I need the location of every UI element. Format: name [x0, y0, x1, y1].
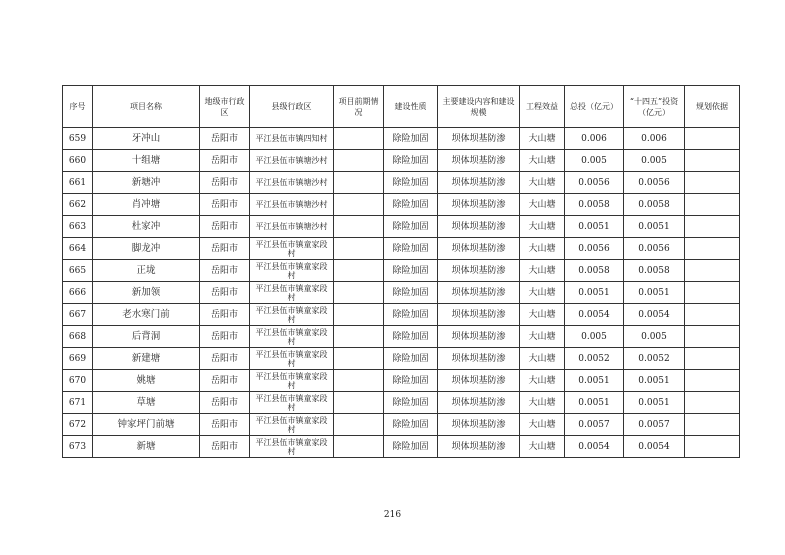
benefit-cell: 大山塘 — [520, 194, 565, 216]
prefecture-cell: 岳阳市 — [200, 370, 250, 392]
preliminary-status-cell — [334, 282, 384, 304]
seq-cell: 662 — [63, 194, 93, 216]
table-row — [63, 414, 740, 436]
benefit-cell: 大山塘 — [520, 348, 565, 370]
planning-basis-cell — [685, 128, 740, 150]
table-body — [63, 128, 740, 458]
planning-basis-cell — [685, 216, 740, 238]
construction-type-cell: 除险加固 — [384, 370, 438, 392]
county-cell: 平江县伍市镇童家段村 — [250, 260, 334, 282]
fyp-investment-cell: 0.005 — [624, 326, 685, 348]
total-investment-cell: 0.0058 — [565, 194, 624, 216]
benefit-cell: 大山塘 — [520, 436, 565, 458]
benefit-cell: 大山塘 — [520, 282, 565, 304]
benefit-cell: 大山塘 — [520, 260, 565, 282]
planning-basis-cell — [685, 326, 740, 348]
main-content-cell: 坝体坝基防渗 — [438, 392, 520, 414]
preliminary-status-cell — [334, 414, 384, 436]
preliminary-status-header: 项目前期情况 — [334, 86, 384, 128]
fyp-investment-cell: 0.0051 — [624, 216, 685, 238]
preliminary-status-cell — [334, 370, 384, 392]
construction-type-cell: 除险加固 — [384, 348, 438, 370]
fyp-investment-cell: 0.0051 — [624, 392, 685, 414]
prefecture-cell: 岳阳市 — [200, 128, 250, 150]
main-content-cell: 坝体坝基防渗 — [438, 282, 520, 304]
main-content-header: 主要建设内容和建设规模 — [438, 86, 520, 128]
preliminary-status-cell — [334, 172, 384, 194]
planning-basis-cell — [685, 172, 740, 194]
benefit-cell: 大山塘 — [520, 370, 565, 392]
total-investment-cell: 0.0051 — [565, 370, 624, 392]
construction-type-cell: 除险加固 — [384, 282, 438, 304]
main-content-cell: 坝体坝基防渗 — [438, 436, 520, 458]
construction-type-cell: 除险加固 — [384, 238, 438, 260]
planning-basis-cell — [685, 282, 740, 304]
fyp-investment-cell: 0.0054 — [624, 304, 685, 326]
fyp-investment-cell: 0.0058 — [624, 260, 685, 282]
main-content-cell: 坝体坝基防渗 — [438, 348, 520, 370]
total-investment-cell: 0.005 — [565, 150, 624, 172]
project-name-cell: 肖冲塘 — [93, 194, 200, 216]
project-name-cell: 牙冲山 — [93, 128, 200, 150]
fyp-investment-cell: 0.0054 — [624, 436, 685, 458]
seq-cell: 669 — [63, 348, 93, 370]
project-name-cell: 新塘 — [93, 436, 200, 458]
project-table — [62, 85, 740, 458]
county-cell: 平江县伍市镇童家段村 — [250, 304, 334, 326]
preliminary-status-cell — [334, 128, 384, 150]
county-cell: 平江县伍市镇童家段村 — [250, 348, 334, 370]
fyp-investment-cell: 0.0051 — [624, 370, 685, 392]
construction-type-cell: 除险加固 — [384, 304, 438, 326]
seq-cell: 671 — [63, 392, 93, 414]
county-cell: 平江县伍市镇塘沙村 — [250, 194, 334, 216]
total-investment-cell: 0.0057 — [565, 414, 624, 436]
benefit-cell: 大山塘 — [520, 326, 565, 348]
fyp-investment-cell: 0.006 — [624, 128, 685, 150]
prefecture-cell: 岳阳市 — [200, 282, 250, 304]
county-cell: 平江县伍市镇童家段村 — [250, 392, 334, 414]
project-name-cell: 姚塘 — [93, 370, 200, 392]
prefecture-cell: 岳阳市 — [200, 260, 250, 282]
benefit-cell: 大山塘 — [520, 128, 565, 150]
total-investment-cell: 0.0054 — [565, 436, 624, 458]
county-cell: 平江县伍市镇塘沙村 — [250, 216, 334, 238]
prefecture-cell: 岳阳市 — [200, 150, 250, 172]
planning-basis-cell — [685, 414, 740, 436]
project-name-cell: 杜家冲 — [93, 216, 200, 238]
project-name-cell: 草塘 — [93, 392, 200, 414]
prefecture-cell: 岳阳市 — [200, 414, 250, 436]
construction-type-cell: 除险加固 — [384, 326, 438, 348]
seq-cell: 663 — [63, 216, 93, 238]
total-investment-cell: 0.0056 — [565, 238, 624, 260]
prefecture-cell: 岳阳市 — [200, 436, 250, 458]
main-content-cell: 坝体坝基防渗 — [438, 172, 520, 194]
fyp-investment-header: “十四五”投资（亿元） — [624, 86, 685, 128]
preliminary-status-cell — [334, 238, 384, 260]
seq-cell: 660 — [63, 150, 93, 172]
project-name-cell: 钟家坪门前塘 — [93, 414, 200, 436]
benefit-cell: 大山塘 — [520, 216, 565, 238]
planning-basis-cell — [685, 304, 740, 326]
total-investment-cell: 0.0052 — [565, 348, 624, 370]
fyp-investment-cell: 0.0058 — [624, 194, 685, 216]
project-name-cell: 后背洞 — [93, 326, 200, 348]
county-cell: 平江县伍市镇塘沙村 — [250, 150, 334, 172]
seq-cell: 659 — [63, 128, 93, 150]
main-content-cell: 坝体坝基防渗 — [438, 260, 520, 282]
construction-type-cell: 除险加固 — [384, 260, 438, 282]
total-investment-cell: 0.0051 — [565, 282, 624, 304]
seq-cell: 672 — [63, 414, 93, 436]
total-investment-cell: 0.0051 — [565, 216, 624, 238]
construction-type-cell: 除险加固 — [384, 392, 438, 414]
planning-basis-cell — [685, 238, 740, 260]
prefecture-header: 地级市行政区 — [200, 86, 250, 128]
preliminary-status-cell — [334, 216, 384, 238]
prefecture-cell: 岳阳市 — [200, 216, 250, 238]
benefit-cell: 大山塘 — [520, 392, 565, 414]
table-row — [63, 150, 740, 172]
seq-cell: 668 — [63, 326, 93, 348]
total-investment-cell: 0.0054 — [565, 304, 624, 326]
table-row — [63, 436, 740, 458]
main-content-cell: 坝体坝基防渗 — [438, 304, 520, 326]
total-investment-header: 总投（亿元） — [565, 86, 624, 128]
table-row — [63, 260, 740, 282]
total-investment-cell: 0.0058 — [565, 260, 624, 282]
preliminary-status-cell — [334, 260, 384, 282]
preliminary-status-cell — [334, 304, 384, 326]
county-header: 县级行政区 — [250, 86, 334, 128]
project-name-cell: 十组塘 — [93, 150, 200, 172]
table-row — [63, 370, 740, 392]
planning-basis-cell — [685, 260, 740, 282]
county-cell: 平江县伍市镇童家段村 — [250, 414, 334, 436]
construction-type-cell: 除险加固 — [384, 128, 438, 150]
table-row — [63, 304, 740, 326]
planning-basis-cell — [685, 194, 740, 216]
benefit-cell: 大山塘 — [520, 414, 565, 436]
prefecture-cell: 岳阳市 — [200, 194, 250, 216]
seq-cell: 667 — [63, 304, 93, 326]
fyp-investment-cell: 0.0057 — [624, 414, 685, 436]
total-investment-cell: 0.006 — [565, 128, 624, 150]
benefit-cell: 大山塘 — [520, 172, 565, 194]
county-cell: 平江县伍市镇四知村 — [250, 128, 334, 150]
project-name-cell: 新加领 — [93, 282, 200, 304]
table-row — [63, 128, 740, 150]
project-name-cell: 正垅 — [93, 260, 200, 282]
seq-cell: 664 — [63, 238, 93, 260]
county-cell: 平江县伍市镇童家段村 — [250, 238, 334, 260]
fyp-investment-cell: 0.0051 — [624, 282, 685, 304]
fyp-investment-cell: 0.0056 — [624, 238, 685, 260]
table-row — [63, 348, 740, 370]
county-cell: 平江县伍市镇童家段村 — [250, 326, 334, 348]
planning-basis-cell — [685, 150, 740, 172]
county-cell: 平江县伍市镇童家段村 — [250, 370, 334, 392]
total-investment-cell: 0.005 — [565, 326, 624, 348]
fyp-investment-cell: 0.0052 — [624, 348, 685, 370]
construction-type-cell: 除险加固 — [384, 216, 438, 238]
benefit-cell: 大山塘 — [520, 238, 565, 260]
county-cell: 平江县伍市镇童家段村 — [250, 436, 334, 458]
construction-type-cell: 除险加固 — [384, 194, 438, 216]
total-investment-cell: 0.0056 — [565, 172, 624, 194]
page-number: 216 — [383, 510, 402, 520]
benefit-cell: 大山塘 — [520, 304, 565, 326]
prefecture-cell: 岳阳市 — [200, 392, 250, 414]
benefit-header: 工程效益 — [520, 86, 565, 128]
county-cell: 平江县伍市镇童家段村 — [250, 282, 334, 304]
header-row — [63, 86, 740, 128]
main-content-cell: 坝体坝基防渗 — [438, 194, 520, 216]
construction-type-cell: 除险加固 — [384, 436, 438, 458]
main-content-cell: 坝体坝基防渗 — [438, 238, 520, 260]
project-name-cell: 新塘冲 — [93, 172, 200, 194]
fyp-investment-cell: 0.005 — [624, 150, 685, 172]
table-row — [63, 238, 740, 260]
construction-type-cell: 除险加固 — [384, 414, 438, 436]
project-name-header: 项目名称 — [93, 86, 200, 128]
table-row — [63, 392, 740, 414]
table-row — [63, 194, 740, 216]
total-investment-cell: 0.0051 — [565, 392, 624, 414]
seq-cell: 665 — [63, 260, 93, 282]
preliminary-status-cell — [334, 326, 384, 348]
prefecture-cell: 岳阳市 — [200, 326, 250, 348]
project-name-cell: 老水寒门前 — [93, 304, 200, 326]
prefecture-cell: 岳阳市 — [200, 238, 250, 260]
seq-cell: 661 — [63, 172, 93, 194]
county-cell: 平江县伍市镇塘沙村 — [250, 172, 334, 194]
seq-cell: 670 — [63, 370, 93, 392]
planning-basis-cell — [685, 370, 740, 392]
main-content-cell: 坝体坝基防渗 — [438, 326, 520, 348]
construction-type-cell: 除险加固 — [384, 172, 438, 194]
planning-basis-header: 规划依据 — [685, 86, 740, 128]
table-header — [63, 86, 740, 128]
project-name-cell: 脚龙冲 — [93, 238, 200, 260]
seq-header: 序号 — [63, 86, 93, 128]
seq-cell: 666 — [63, 282, 93, 304]
preliminary-status-cell — [334, 348, 384, 370]
preliminary-status-cell — [334, 194, 384, 216]
prefecture-cell: 岳阳市 — [200, 348, 250, 370]
benefit-cell: 大山塘 — [520, 150, 565, 172]
preliminary-status-cell — [334, 150, 384, 172]
prefecture-cell: 岳阳市 — [200, 172, 250, 194]
planning-basis-cell — [685, 436, 740, 458]
construction-type-cell: 除险加固 — [384, 150, 438, 172]
prefecture-cell: 岳阳市 — [200, 304, 250, 326]
main-content-cell: 坝体坝基防渗 — [438, 370, 520, 392]
table-row — [63, 216, 740, 238]
project-name-cell: 新建塘 — [93, 348, 200, 370]
planning-basis-cell — [685, 348, 740, 370]
table-row — [63, 282, 740, 304]
planning-basis-cell — [685, 392, 740, 414]
preliminary-status-cell — [334, 392, 384, 414]
preliminary-status-cell — [334, 436, 384, 458]
seq-cell: 673 — [63, 436, 93, 458]
table-row — [63, 326, 740, 348]
main-content-cell: 坝体坝基防渗 — [438, 216, 520, 238]
construction-type-header: 建设性质 — [384, 86, 438, 128]
fyp-investment-cell: 0.0056 — [624, 172, 685, 194]
main-content-cell: 坝体坝基防渗 — [438, 414, 520, 436]
main-content-cell: 坝体坝基防渗 — [438, 150, 520, 172]
main-content-cell: 坝体坝基防渗 — [438, 128, 520, 150]
table-row — [63, 172, 740, 194]
